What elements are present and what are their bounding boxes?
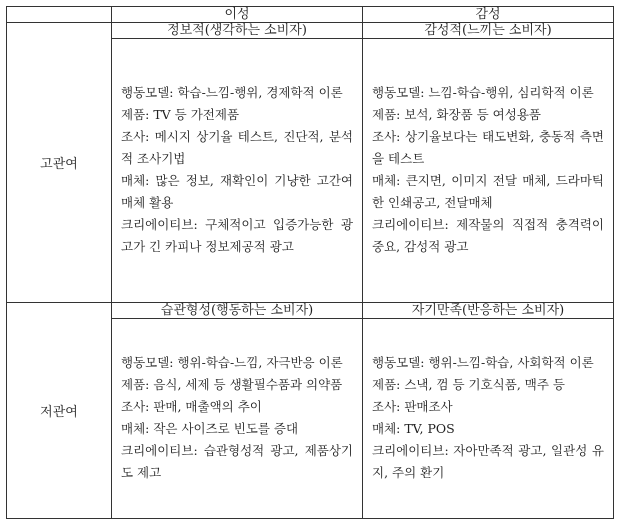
informative-line: 행동모델: 학습-느낌-행위, 경제학적 이론 [121, 85, 343, 101]
self-satisfaction-line: 행동모델: 행위-느낌-학습, 사회학적 이론 [372, 355, 594, 371]
emotion-header: 감성 [363, 7, 614, 23]
corner-cell [7, 7, 112, 23]
habit-formation-line: 조사: 판매, 매출액의 추이 [121, 399, 262, 415]
rationality-header: 이성 [112, 7, 363, 23]
affective-line: 제품: 보석, 화장품 등 여성용품 [372, 107, 541, 123]
informative-cell [112, 39, 363, 303]
informative-title: 정보적(생각하는 소비자) [112, 23, 363, 39]
low-involvement-label: 저관여 [7, 302, 112, 518]
affective-title: 감성적(느끼는 소비자) [363, 23, 614, 39]
self-satisfaction-line: 제품: 스낵, 껌 등 기호식품, 맥주 등 [372, 377, 565, 393]
affective-line: 크리에이티브: 제작물의 직접적 충격력이 중요, 감성적 광고 [372, 217, 604, 255]
high-involvement-label: 고관여 [7, 23, 112, 303]
informative-line: 조사: 메시지 상기율 테스트, 진단적, 분석적 조사기법 [121, 129, 353, 167]
high-involvement-title-row [7, 23, 614, 39]
affective-line: 행동모델: 느낌-학습-행위, 심리학적 이론 [372, 85, 594, 101]
habit-formation-line: 크리에이티브: 습관형성적 광고, 제품상기도 제고 [121, 443, 353, 481]
affective-line: 매체: 큰지면, 이미지 전달 매체, 드라마틱한 인쇄공고, 전달매체 [372, 173, 604, 211]
habit-formation-line: 매체: 작은 사이즈로 빈도를 증대 [121, 421, 299, 437]
header-row [7, 7, 614, 23]
self-satisfaction-line: 매체: TV, POS [372, 421, 455, 437]
habit-formation-line: 제품: 음식, 세제 등 생활필수품과 의약품 [121, 377, 343, 393]
informative-line: 제품: TV 등 가전제품 [121, 107, 240, 123]
habit-formation-line: 행동모델: 행위-학습-느낌, 자극반응 이론 [121, 355, 343, 371]
self-satisfaction-title: 자기만족(반응하는 소비자) [363, 302, 614, 318]
self-satisfaction-line: 조사: 판매조사 [372, 399, 453, 415]
affective-cell [363, 39, 614, 303]
affective-line: 조사: 상기율보다는 태도변화, 충동적 측면을 테스트 [372, 129, 604, 167]
self-satisfaction-line: 크리에이티브: 자아만족적 광고, 일관성 유지, 주의 환기 [372, 443, 604, 481]
habit-formation-cell [112, 318, 363, 518]
involvement-matrix-table [6, 6, 614, 519]
informative-line: 매체: 많은 정보, 재확인이 기냥한 고간여 매체 활용 [121, 173, 353, 211]
habit-formation-title: 습관형성(행동하는 소비자) [112, 302, 363, 318]
low-involvement-title-row [7, 302, 614, 318]
informative-line: 크리에이티브: 구체적이고 입증가능한 광고가 긴 카피나 정보제공적 광고 [121, 217, 353, 255]
self-satisfaction-cell [363, 318, 614, 518]
